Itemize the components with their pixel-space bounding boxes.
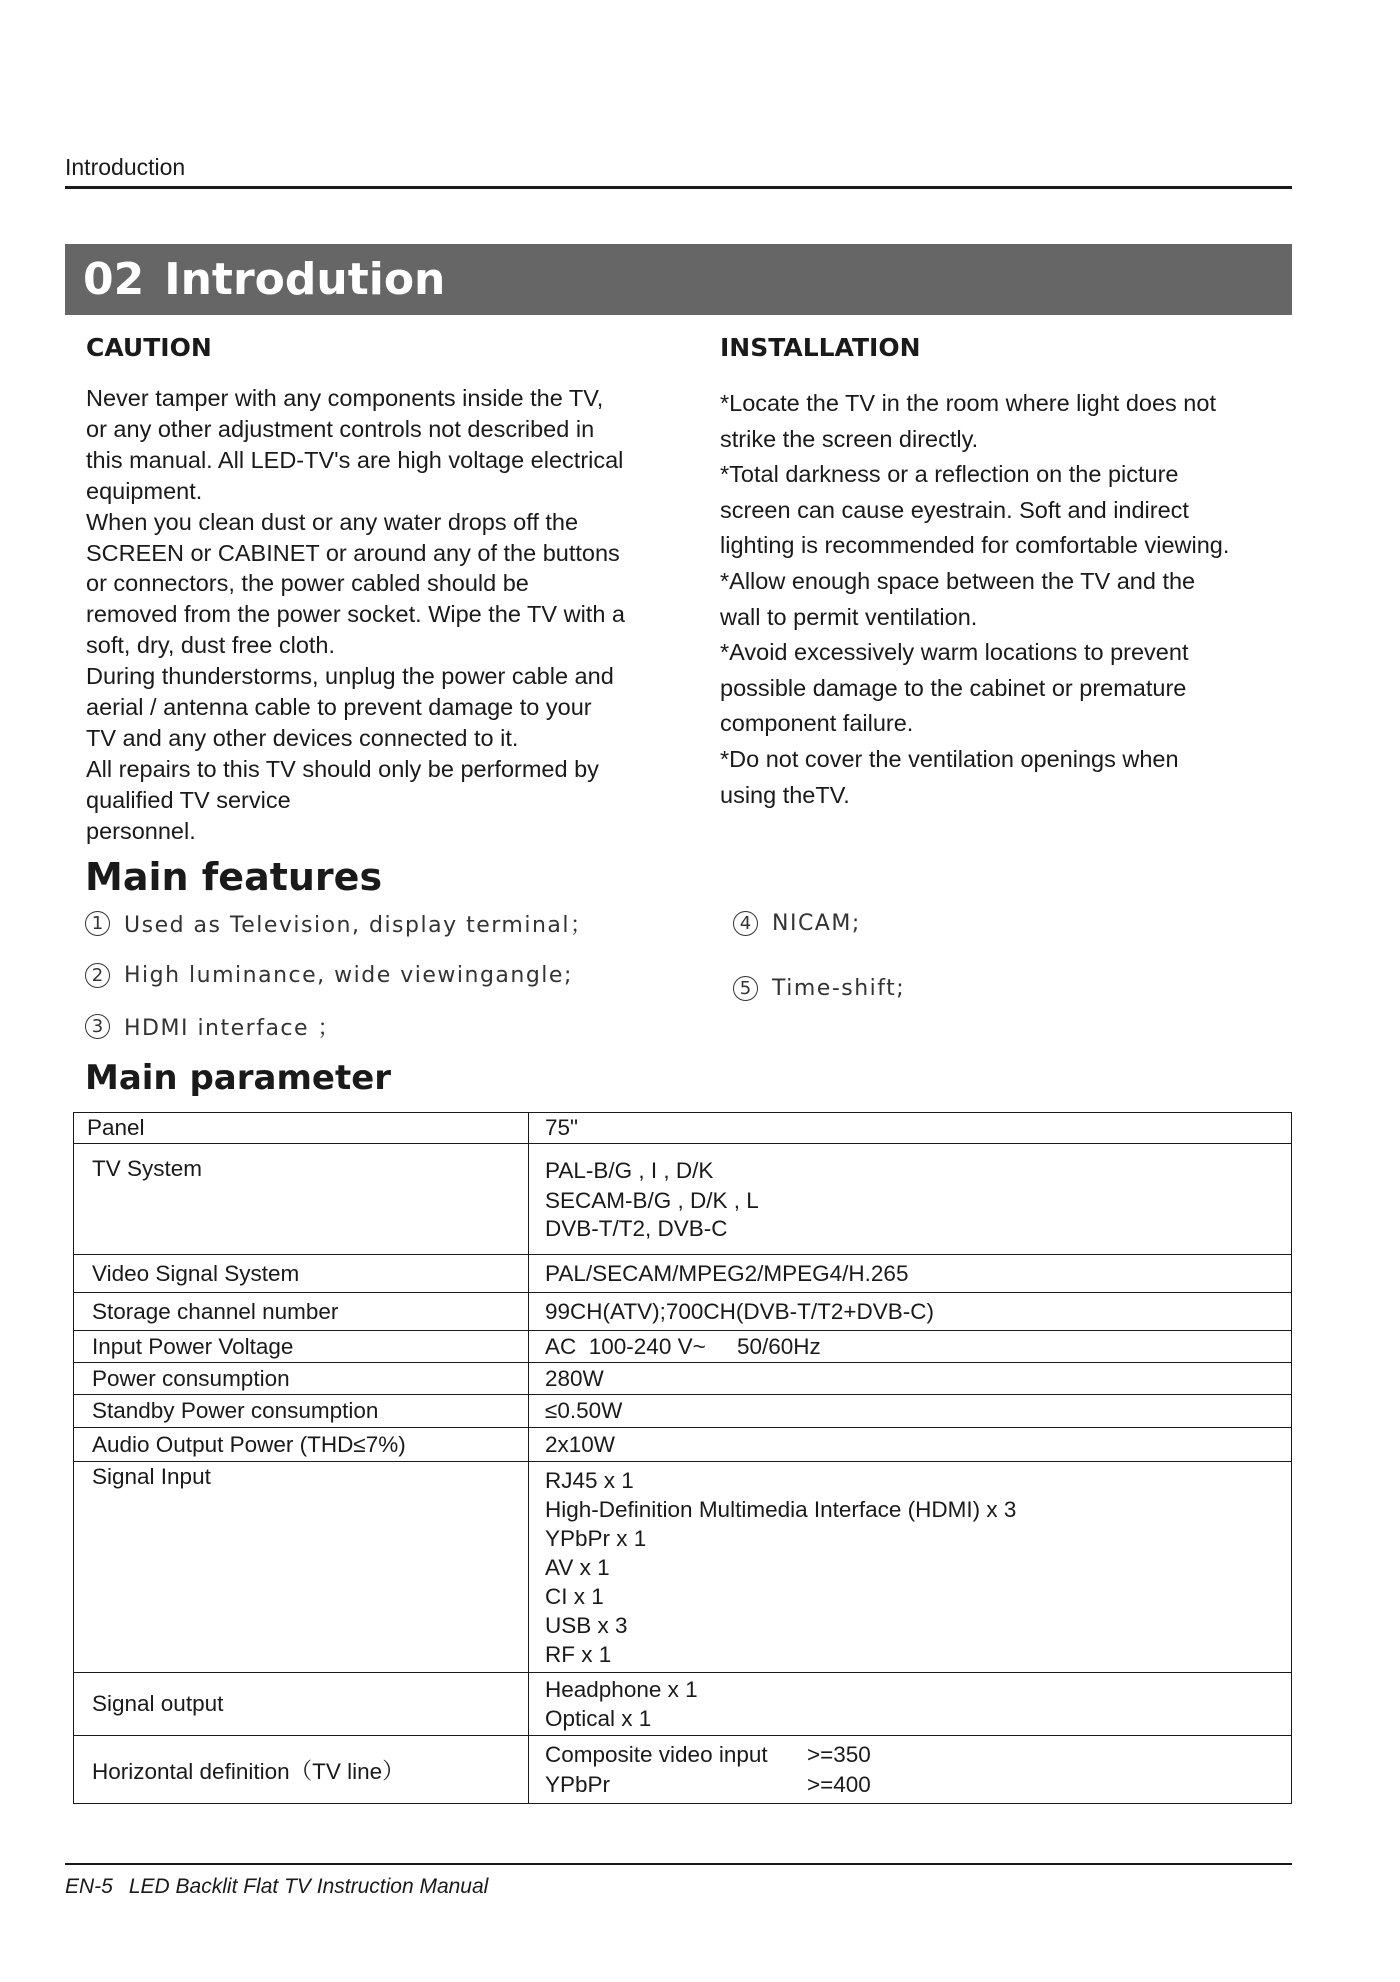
value-line: AV x 1: [545, 1554, 610, 1580]
param-label: Input Power Voltage: [74, 1331, 529, 1363]
value-line: USB x 3: [545, 1612, 628, 1638]
param-label: Horizontal definition（TV line）: [74, 1736, 529, 1804]
value-line: SECAM-B/G , D/K , L: [545, 1188, 759, 1213]
caution-paragraph: During thunderstorms, unplug the power cable and aerial / antenna cable to prevent damage to your TV and any other devices connected to it.: [86, 663, 614, 751]
table-row: [74, 1673, 1292, 1736]
value-line: CI x 1: [545, 1583, 604, 1609]
value-line: High-Definition Multimedia Interface (HDMI) x 3: [545, 1496, 1017, 1522]
feature-item: [85, 908, 593, 939]
section-title: Introdution: [164, 254, 446, 305]
value-line: RJ45 x 1: [545, 1467, 634, 1493]
circled-number: 2: [85, 963, 110, 988]
value-line: [545, 1770, 1291, 1800]
param-label: Power consumption: [74, 1363, 529, 1395]
page-number: EN-5: [65, 1875, 113, 1898]
value-line: Optical x 1: [545, 1706, 652, 1731]
circled-number: 1: [85, 911, 110, 936]
param-value: 75": [529, 1113, 1292, 1144]
section-number: 02: [83, 254, 145, 305]
parameters-title: Main parameter: [85, 1058, 392, 1098]
caution-paragraph: Never tamper with any components inside the TV, or any other adjustment controls not described in this manual. All LED-TV's are high voltage electrical equipment.: [86, 385, 624, 504]
value-line: DVB-T/T2, DVB-C: [545, 1216, 728, 1241]
installation-heading: INSTALLATION: [720, 333, 921, 362]
param-value: 2x10W: [529, 1428, 1292, 1462]
footer-rule: [65, 1863, 1292, 1865]
installation-paragraph: *Do not cover the ventilation openings when using theTV.: [720, 745, 1179, 808]
param-label: Signal Input: [74, 1462, 529, 1673]
param-value: [529, 1673, 1292, 1736]
param-label: Video Signal System: [74, 1255, 529, 1293]
table-row: [74, 1363, 1292, 1395]
table-row: [74, 1428, 1292, 1462]
param-value: PAL/SECAM/MPEG2/MPEG4/H.265: [529, 1255, 1292, 1293]
table-row: [74, 1144, 1292, 1255]
signal-lines: >=350: [807, 1741, 871, 1767]
value-line: YPbPr x 1: [545, 1525, 647, 1551]
param-label: Panel: [74, 1113, 529, 1144]
table-row: [74, 1255, 1292, 1293]
value-line: RF x 1: [545, 1641, 612, 1667]
running-header: Introduction: [65, 154, 186, 180]
feature-text: High luminance, wide viewingangle;: [124, 963, 573, 988]
table-row: [74, 1293, 1292, 1331]
caution-body: [86, 383, 626, 847]
installation-paragraph: *Locate the TV in the room where light does not strike the screen directly.: [720, 390, 1216, 452]
param-label: Audio Output Power (THD≤7%): [74, 1428, 529, 1462]
feature-item: [85, 963, 573, 988]
param-value: [529, 1462, 1292, 1673]
param-label: Standby Power consumption: [74, 1395, 529, 1428]
signal-lines: >=400: [807, 1771, 871, 1797]
header-rule: [65, 186, 1292, 189]
circled-number: 5: [733, 976, 758, 1001]
features-title: Main features: [85, 855, 383, 899]
param-value: 280W: [529, 1363, 1292, 1395]
feature-text: HDMI interface ；: [124, 1016, 342, 1041]
feature-text: Used as Television, display terminal；: [124, 913, 594, 938]
value-line: Headphone x 1: [545, 1677, 698, 1702]
param-label: Signal output: [74, 1673, 529, 1736]
table-row: [74, 1113, 1292, 1144]
param-value: 99CH(ATV);700CH(DVB-T/T2+DVB-C): [529, 1293, 1292, 1331]
table-row: [74, 1736, 1292, 1804]
param-label: TV System: [74, 1144, 529, 1255]
param-value: ≤0.50W: [529, 1395, 1292, 1428]
value-line: [545, 1740, 1291, 1770]
param-label: Storage channel number: [74, 1293, 529, 1331]
table-row: [74, 1462, 1292, 1673]
page-footer: [65, 1875, 488, 1899]
section-banner: [65, 244, 1292, 315]
value-line: PAL-B/G , I , D/K: [545, 1158, 714, 1183]
parameter-table: [73, 1112, 1292, 1804]
table-row: [74, 1331, 1292, 1363]
installation-paragraph: *Allow enough space between the TV and the wall to permit ventilation.: [720, 567, 1196, 630]
caution-heading: CAUTION: [86, 333, 212, 362]
installation-body: [720, 386, 1240, 813]
param-value: AC 100-240 V~ 50/60Hz: [529, 1331, 1292, 1363]
param-value: [529, 1144, 1292, 1255]
caution-paragraph: personnel.: [86, 817, 196, 844]
caution-paragraph: When you clean dust or any water drops off the SCREEN or CABINET or around any of the buttons or connectors, the power cabled should be removed from the power socket. Wipe the TV with a soft, dry, dust free cloth.: [86, 508, 625, 659]
installation-paragraph: *Avoid excessively warm locations to prevent possible damage to the cabinet or premature component failure.: [720, 639, 1189, 737]
manual-title: LED Backlit Flat TV Instruction Manual: [128, 1875, 489, 1898]
installation-paragraph: *Total darkness or a reflection on the picture screen can cause eyestrain. Soft and indirect lighting is recommended for comfortable viewing.: [720, 461, 1230, 559]
feature-item: [85, 1011, 341, 1042]
signal-name: YPbPr: [545, 1771, 611, 1797]
caution-paragraph: All repairs to this TV should only be performed by qualified TV service: [86, 755, 599, 813]
feature-item: [733, 976, 905, 1001]
param-value: [529, 1736, 1292, 1804]
feature-text: Time-shift;: [772, 976, 906, 1001]
signal-name: Composite video input: [545, 1741, 768, 1767]
feature-text: NICAM;: [772, 911, 861, 936]
feature-item: [733, 911, 861, 936]
table-row: [74, 1395, 1292, 1428]
circled-number: 4: [733, 911, 758, 936]
circled-number: 3: [85, 1014, 110, 1039]
